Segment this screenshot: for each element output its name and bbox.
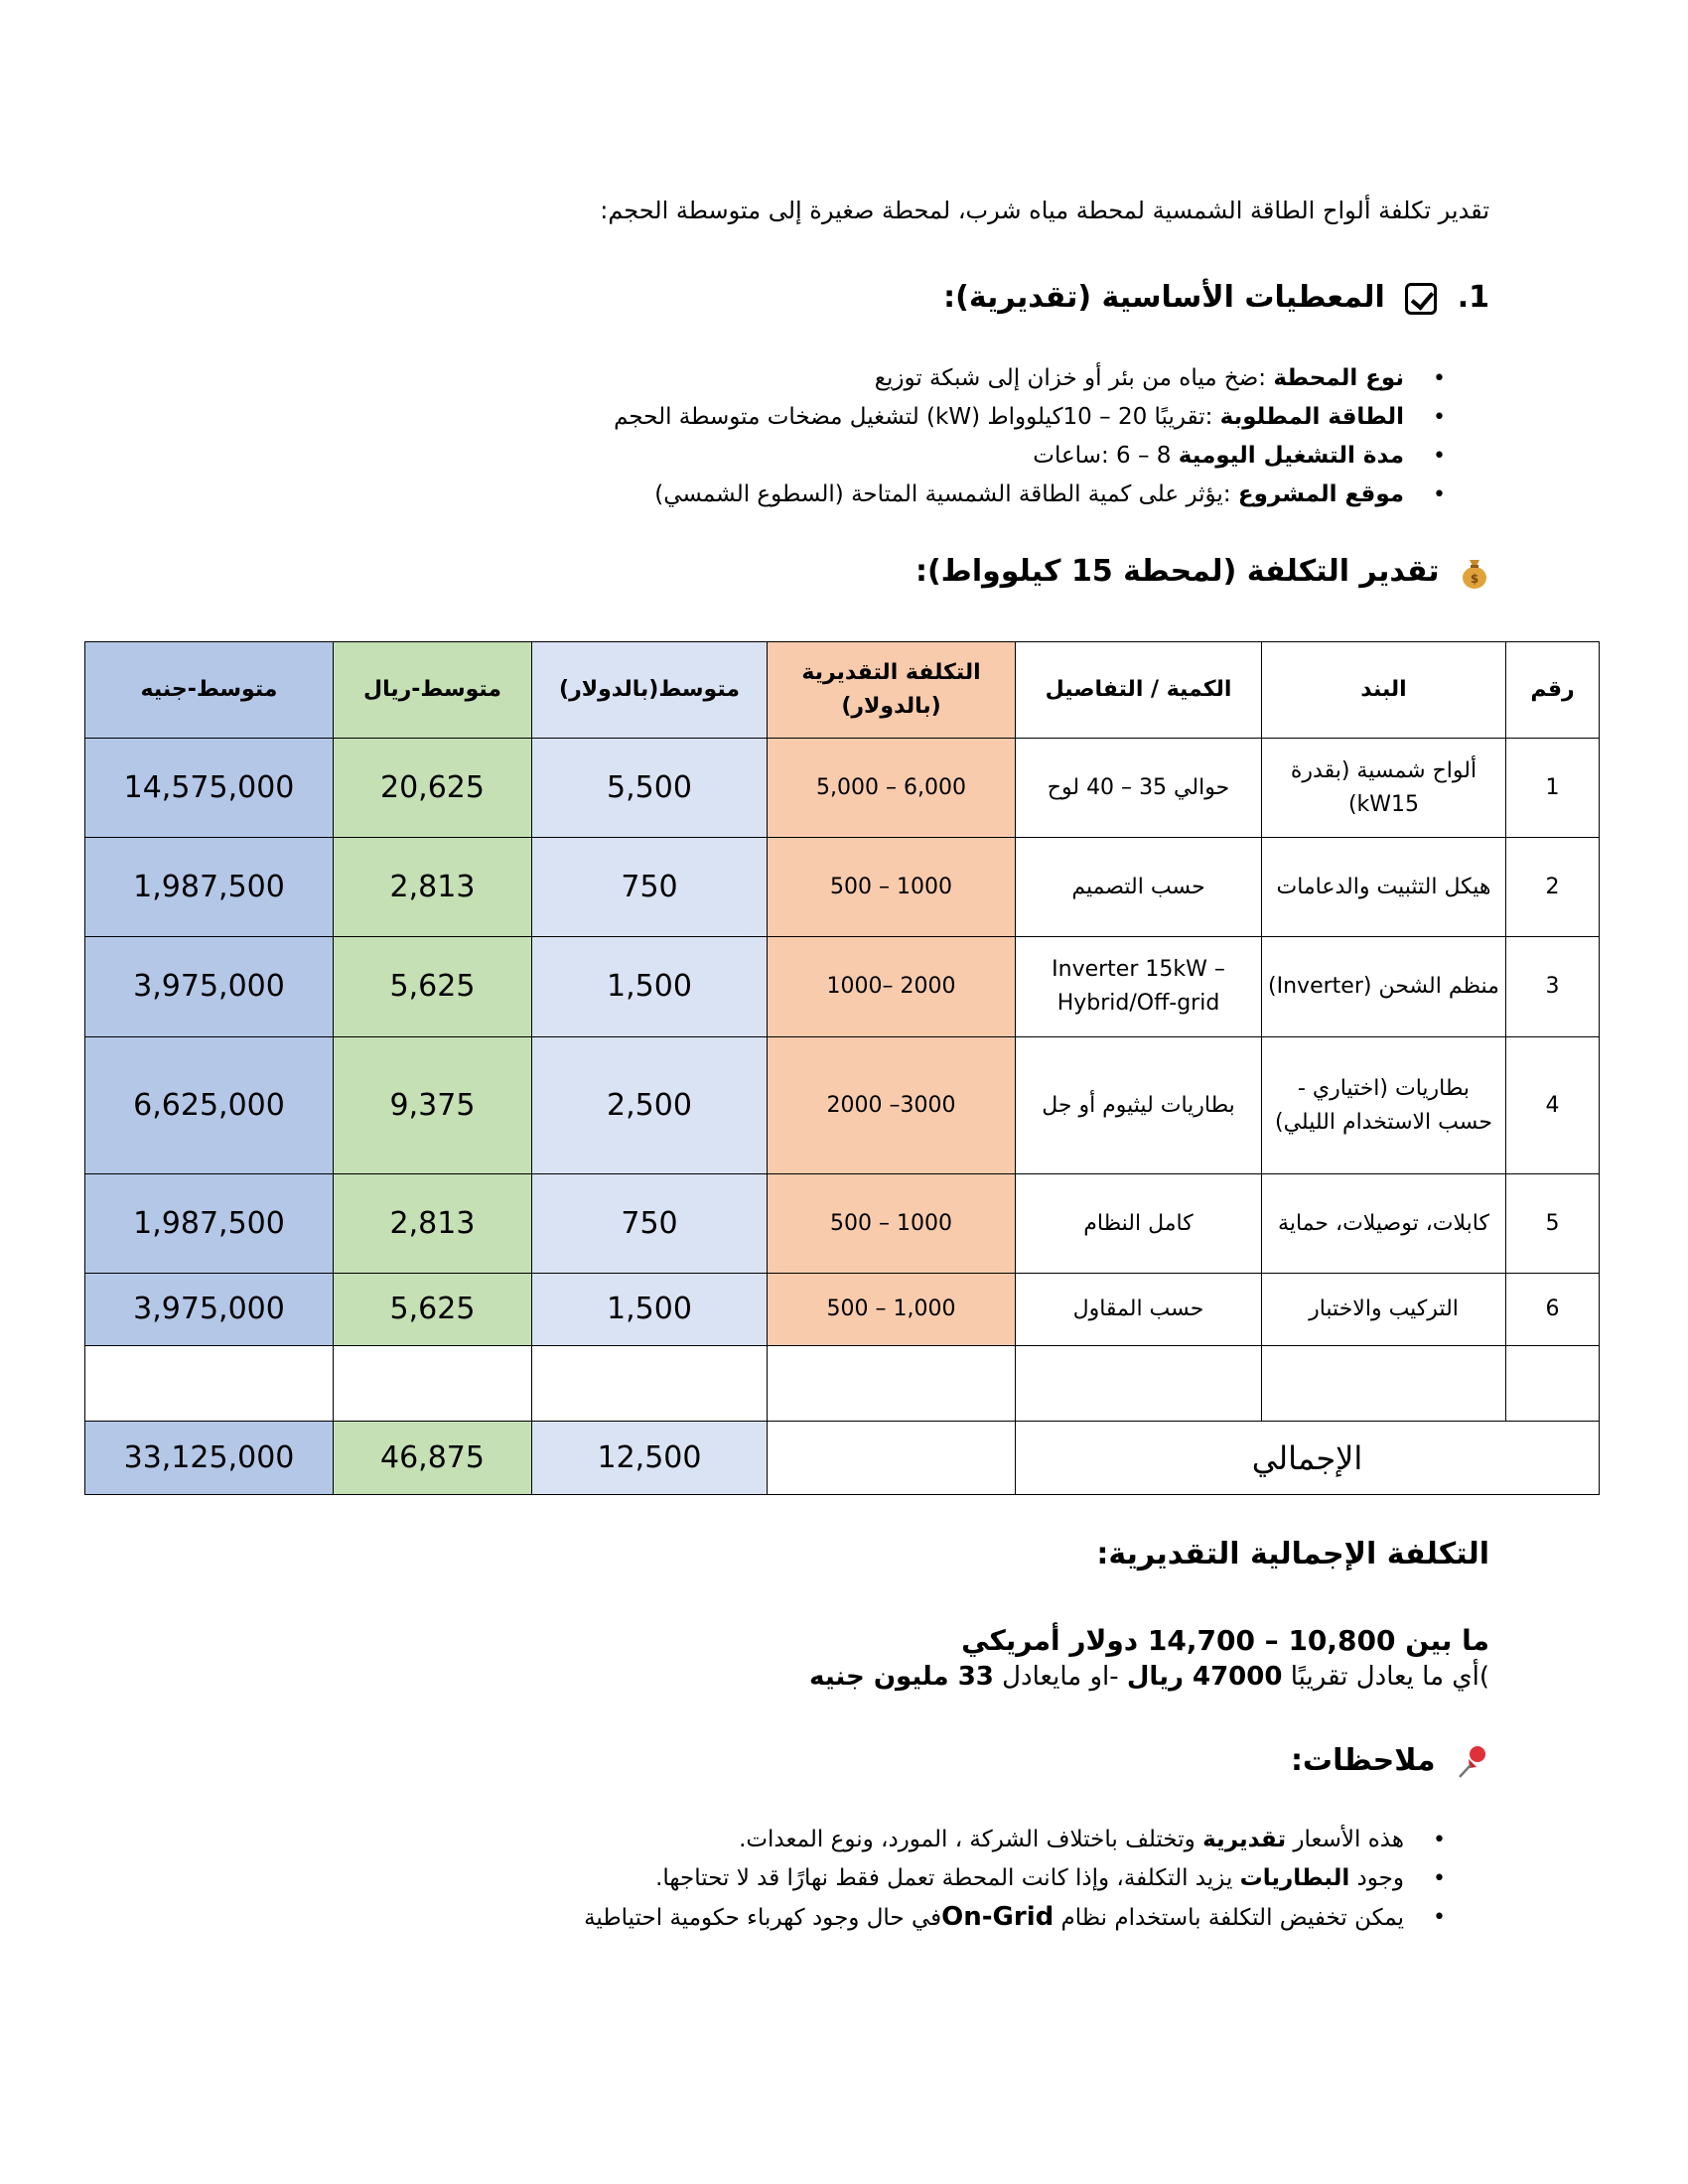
cell-num: 3 — [1506, 937, 1600, 1037]
cell-item: هيكل التثبيت والدعامات — [1262, 838, 1506, 937]
cell-avg-egp: 6,625,000 — [85, 1037, 334, 1174]
total-avg-sar: 46,875 — [334, 1422, 532, 1495]
pushpin-icon — [1456, 1744, 1489, 1780]
cell-avg-egp: 1,987,500 — [85, 838, 334, 937]
cell-avg-egp: 1,987,500 — [85, 1174, 334, 1274]
cell-avg-sar: 2,813 — [334, 838, 532, 937]
cell-cost: 2000 –1000 — [768, 937, 1016, 1037]
table-row — [85, 1174, 1600, 1274]
cell-avg-egp: 3,975,000 — [85, 1274, 334, 1346]
cell-num: 4 — [1506, 1037, 1600, 1174]
total-label: الإجمالي — [1016, 1422, 1600, 1495]
table-empty-row — [85, 1346, 1600, 1422]
notes-list — [212, 1821, 1454, 1938]
cell-cost: 1000 – 500 — [768, 1174, 1016, 1274]
header-avg-sar: متوسط-ريال — [334, 642, 532, 739]
cell-cost: 6,000 – 5,000 — [768, 739, 1016, 838]
section-title: تقدير التكلفة (لمحطة 15 كيلوواط): — [914, 554, 1440, 589]
cell-qty: حسب المقاول — [1016, 1274, 1262, 1346]
table-row — [85, 1037, 1600, 1174]
table-row — [85, 937, 1600, 1037]
header-item: البند — [1262, 642, 1506, 739]
cell-item: ألواح شمسية (بقدرة kW15) — [1262, 739, 1506, 838]
cell-num: 1 — [1506, 739, 1600, 838]
header-cost: التكلفة التقديرية (بالدولار) — [768, 642, 1016, 739]
table-row — [85, 838, 1600, 937]
section-basic-data-heading — [298, 280, 1489, 315]
table-row — [85, 739, 1600, 838]
table-header-row — [85, 642, 1600, 739]
cell-cost: 1000 – 500 — [768, 838, 1016, 937]
cell-item: التركيب والاختبار — [1262, 1274, 1506, 1346]
notes-heading — [298, 1743, 1489, 1780]
header-avg-usd: متوسط(بالدولار) — [532, 642, 768, 739]
intro-text: تقدير تكلفة ألواح الطاقة الشمسية لمحطة مياه شرب، لمحطة صغيرة إلى متوسطة الحجم: — [600, 197, 1489, 224]
cell-avg-sar: 5,625 — [334, 937, 532, 1037]
cell-avg-egp: 3,975,000 — [85, 937, 334, 1037]
cell-num: 2 — [1506, 838, 1600, 937]
cell-avg-sar: 5,625 — [334, 1274, 532, 1346]
cell-qty: Inverter 15kW – Hybrid/Off-grid — [1016, 937, 1262, 1037]
cell-avg-egp: 14,575,000 — [85, 739, 334, 838]
section-cost-heading — [298, 554, 1489, 590]
cell-qty: كامل النظام — [1016, 1174, 1262, 1274]
cell-qty: حسب التصميم — [1016, 838, 1262, 937]
cell-avg-usd: 1,500 — [532, 1274, 768, 1346]
cell-cost: 1,000 – 500 — [768, 1274, 1016, 1346]
cell-item: منظم الشحن (Inverter) — [1262, 937, 1506, 1037]
header-avg-egp: متوسط-جنيه — [85, 642, 334, 739]
table-row — [85, 1274, 1600, 1346]
cell-num: 5 — [1506, 1174, 1600, 1274]
cell-avg-usd: 2,500 — [532, 1037, 768, 1174]
cell-avg-usd: 5,500 — [532, 739, 768, 838]
list-item: • وجود البطاريات يزيد التكلفة، وإذا كانت المحطة تعمل فقط نهارًا قد لا تحتاجها. — [212, 1859, 1404, 1898]
cell-cost: 3000– 2000 — [768, 1037, 1016, 1174]
list-item: • نوع المحطة :ضخ مياه من بئر أو خزان إلى شبكة توزيع — [212, 359, 1404, 398]
list-item: • هذه الأسعار تقديرية وتختلف باختلاف الشركة ، المورد، ونوع المعدات. — [212, 1821, 1404, 1859]
cell-avg-usd: 750 — [532, 1174, 768, 1274]
list-item: • يمكن تخفيض التكلفة باستخدام نظام On-Gridفي حال وجود كهرباء حكومية احتياطية — [212, 1898, 1404, 1938]
basic-data-list — [212, 359, 1454, 514]
cell-avg-sar: 2,813 — [334, 1174, 532, 1274]
table-total-row — [85, 1422, 1600, 1495]
list-item: • موقع المشروع :يؤثر على كمية الطاقة الشمسية المتاحة (السطوع الشمسي) — [212, 476, 1404, 514]
section-title: ملاحظات: — [1290, 1743, 1436, 1778]
cell-avg-sar: 9,375 — [334, 1037, 532, 1174]
cell-avg-usd: 750 — [532, 838, 768, 937]
cell-qty: حوالي 35 – 40 لوح — [1016, 739, 1262, 838]
header-qty: الكمية / التفاصيل — [1016, 642, 1262, 739]
header-num: رقم — [1506, 642, 1600, 739]
total-range-usd: ما بين 10,800 – 14,700 دولار أمريكي — [961, 1624, 1489, 1657]
list-item: • مدة التشغيل اليومية 8 – 6 :ساعات — [212, 437, 1404, 476]
list-item: • الطاقة المطلوبة :تقريبًا 20 – 10كيلوواط (kW) لتشغيل مضخات متوسطة الحجم — [212, 398, 1404, 437]
total-avg-usd: 12,500 — [532, 1422, 768, 1495]
cell-item: كابلات، توصيلات، حماية — [1262, 1174, 1506, 1274]
cell-num: 6 — [1506, 1274, 1600, 1346]
svg-text:$: $ — [1470, 571, 1479, 586]
money-bag-icon — [1460, 556, 1489, 590]
total-cost-empty — [768, 1422, 1016, 1495]
cell-avg-sar: 20,625 — [334, 739, 532, 838]
cell-item: بطاريات (اختياري - حسب الاستخدام الليلي) — [1262, 1037, 1506, 1174]
checkbox-icon — [1405, 283, 1437, 315]
total-cost-heading: التكلفة الإجمالية التقديرية: — [1096, 1537, 1489, 1571]
cell-qty: بطاريات ليثيوم أو جل — [1016, 1037, 1262, 1174]
section-number: 1. — [1457, 280, 1489, 315]
section-title: المعطيات الأساسية (تقديرية): — [943, 280, 1385, 315]
cell-avg-usd: 1,500 — [532, 937, 768, 1037]
total-range-equivalent: )أي ما يعادل تقريبًا 47000 ريال -او مايعادل 33 مليون جنيه — [809, 1662, 1489, 1692]
total-avg-egp: 33,125,000 — [85, 1422, 334, 1495]
cost-table — [84, 641, 1600, 1495]
